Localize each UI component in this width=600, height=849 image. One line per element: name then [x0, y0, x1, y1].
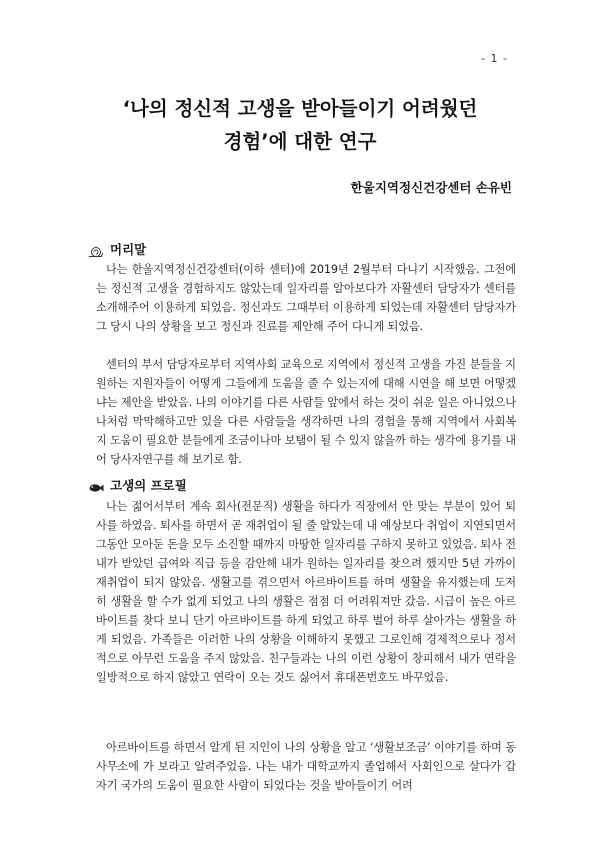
paragraph: 아르바이트를 하면서 알게 된 지인이 나의 상황을 알고 ‘생활보조금’ 이야기를 하며 동사무소에 가 보라고 알려주었음. 나는 내가 대학교까지 졸업해서 사회인으로 살다가 갑자기 국가의 도움이 필요한 사람이 되었다는 것을 받아들이기 어려: [96, 741, 516, 792]
section-heading-preface: [88, 240, 146, 258]
section-heading-profile: [88, 476, 187, 494]
fish-icon: [88, 479, 104, 491]
document-title: [0, 92, 600, 158]
title-line-2: 경험’에 대한 연구: [223, 130, 377, 153]
paragraph: 나는 한울지역정신건강센터(이하 센터)에 2019년 2월부터 다니기 시작했음. 그전에는 정신적 고생을 경험하지도 않았는데 일자리를 알아보다가 자활센터 담당자가 센터를 소개해주어 이용하게 되었음. 정신과도 그때부터 이용하게 되었는데 자활센터 담당자가 그 당시 나의 상황을 보고 정신과 진료를 제안해 주어 다니게 되었음.: [96, 263, 516, 333]
section-heading-label: 머리말: [110, 242, 147, 257]
title-line-1: ‘나의 정신적 고생을 받아들이기 어려웠던: [122, 97, 478, 120]
paragraph: 나는 젊어서부터 계속 회사(전문직) 생활을 하다가 직장에서 안 맞는 부분이 있어 퇴사를 하였음. 퇴사를 하면서 곧 재취업이 될 줄 알았는데 내 예상보다 취업이 지연되면서 그동안 모아둔 돈을 모두 소진할 때까지 마땅한 일자리를 구하지 못하고 있었음. 퇴사 전 내가 받았던 급여와 직급 등을 감안해 내가 원하는 일자리를 찾으려 했지만 5년 가까이 재취업이 되지 않았음. 생활고를 겪으면서 아르바이트를 하며 생활을 유지했는데 도저히 생활을 할 수가 없게 되었고 나의 생활은 점점 더 어려워져만 갔음. 시급이 높은 아르바이트를 찾다 보니 단기 아르바이트를 하게 되었고 하루 벌어 하루 살아가는 생활을 하게 되었음. 가족들은 이러한 나의 상황을 이해하지 못했고 그로인해 경제적으로나 정서적으로 아무런 도움을 주지 않았음. 친구들과는 나의 이런 상황이 창피해서 내가 연락을 일방적으로 하지 않았고 연락이 오는 것도 싫어서 휴대폰번호도 바꾸었음.: [96, 500, 516, 684]
page-number: - 1 -: [481, 52, 508, 65]
snail-icon: [88, 243, 104, 255]
author-line: 한울지역정신건강센터 손유빈: [350, 180, 512, 195]
paragraph: 센터의 부서 담당자로부터 지역사회 교육으로 지역에서 정신적 고생을 가진 분들을 지원하는 지원자들이 어떻게 그들에게 도움을 줄 수 있는지에 대해 시연을 해 보면 어떻겠냐는 제안을 받았음. 나의 이야기를 다른 사람들 앞에서 하는 것이 쉬운 일은 아니었으나 나처럼 막막해하고만 있을 다른 사람들을 생각하면 나의 경험을 통해 지역에서 사회복지 도움이 필요한 분들에게 조금이나마 보탬이 될 수 있지 않을까 하는 생각에 용기를 내어 당사자연구를 해 보기로 함.: [96, 358, 516, 466]
section-heading-label: 고생의 프로필: [110, 478, 187, 493]
